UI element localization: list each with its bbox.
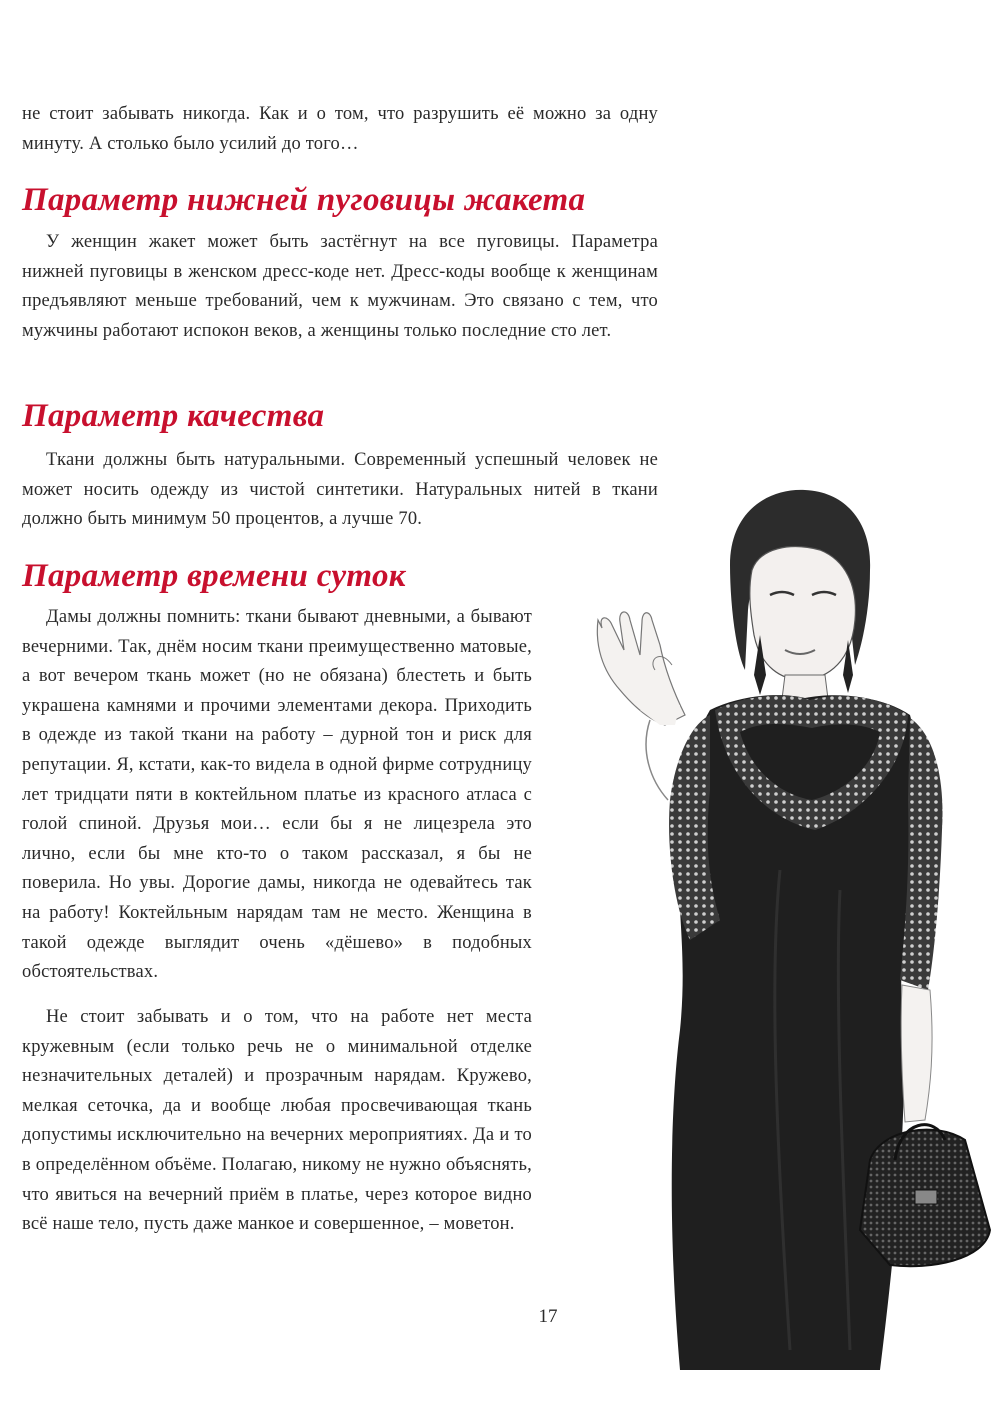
intro-paragraph: не стоит забывать никогда. Как и о том, что разрушить её можно за одну минуту. А столько было усилий до того… bbox=[22, 104, 658, 154]
section-heading-time: Параметр времени суток bbox=[22, 558, 406, 594]
woman-illustration bbox=[580, 470, 1000, 1370]
section-paragraph: Дамы должны помнить: ткани бывают дневными, а бывают вечерними. Так, днём носим ткани преимущественно матовые, а вот вечером ткань может (но не обязана) блестеть и быть украшена камнями и прочими элементами декора. Приходить в одежде из такой ткани на работу – дурной тон и риск для репутации. Я, кстати, как-то видела в одной фирме сотрудницу лет тридцати пяти в коктейльном платье из красного атласа с голой спиной. Друзья мои… если бы я не лицезрела это лично, если бы мне кто-то о таком рассказал, я бы не поверила. Но увы. Дорогие дамы, никогда не одевайтесь так на работу! Коктейльным нарядам там не место. Женщина в такой одежде выглядит очень «дёшево» в подобных обстоятельствах. bbox=[22, 607, 532, 983]
page-number: 17 bbox=[538, 1306, 558, 1327]
section-heading-quality: Параметр качества bbox=[22, 398, 325, 434]
section-heading-button: Параметр нижней пуговицы жакета bbox=[22, 182, 586, 218]
section-paragraph: У женщин жакет может быть застёгнут на все пуговицы. Параметра нижней пуговицы в женском дресс-коде нет. Дресс-коды вообще к женщинам предъявляют меньше требований, чем к мужчинам. Это связано с тем, что мужчины работают испокон веков, а женщины только последние сто лет. bbox=[22, 232, 658, 341]
section-paragraph: Не стоит забывать и о том, что на работе нет места кружевным (если только речь не о минимальной отделке незначительных деталей) и прозрачным нарядам. Кружево, мелкая сеточка, да и вообще любая просвечивающая ткань допустимы исключительно на вечерних мероприятиях. Да и то в определённом объёме. Полагаю, никому не нужно объяснять, что явиться на вечерний приём в платье, через которое видно всё наше тело, пусть даже манкое и совершенное, – моветон. bbox=[22, 1007, 532, 1235]
section-paragraph: Ткани должны быть натуральными. Современный успешный человек не может носить одежду из чистой синтетики. Натуральных нитей в ткани должно быть минимум 50 процентов, а лучше 70. bbox=[22, 450, 658, 530]
